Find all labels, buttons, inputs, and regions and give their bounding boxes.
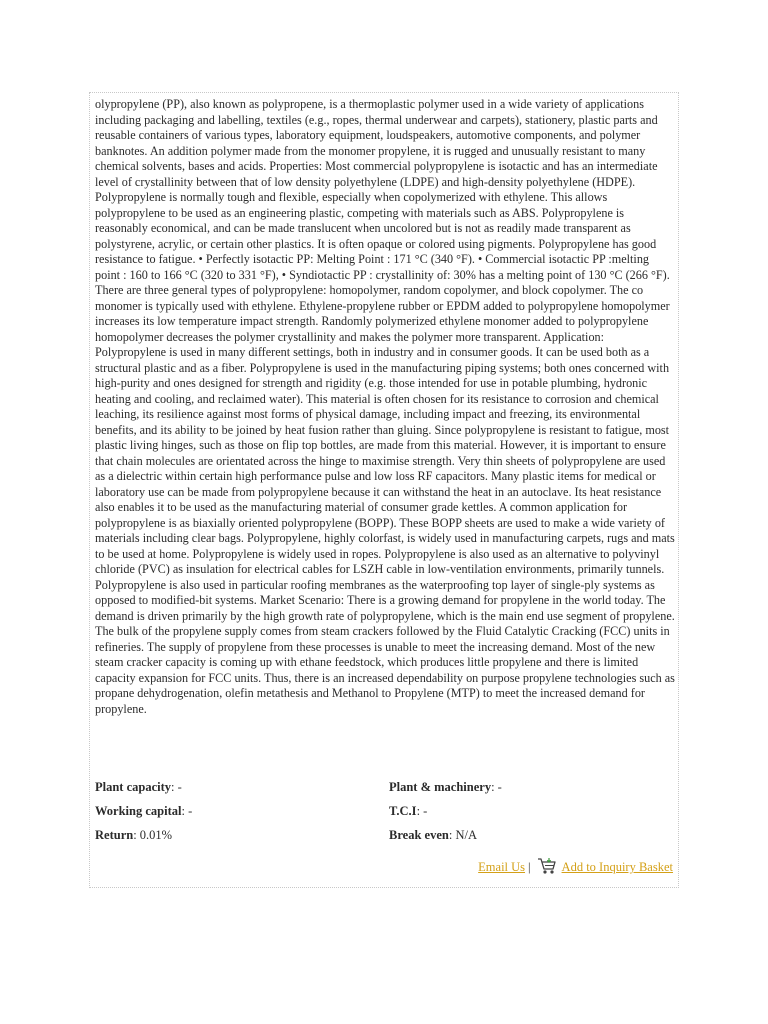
break-even-value: : N/A <box>448 828 477 842</box>
specs-row <box>95 780 675 804</box>
action-links <box>478 857 673 875</box>
article-body: olypropylene (PP), also known as polypropene, is a thermoplastic polymer used in a wide variety of applications including packaging and labelling, textiles (e.g., ropes, thermal underwear and carpets), stationery, plastic parts and reusable containers of various types, laboratory equipment, loudspeakers, automotive components, and polymer banknotes. An addition polymer made from the monomer propylene, it is rugged and unusually resistant to many chemical solvents, bases and acids. Properties: Most commercial polypropylene is isotactic and has an intermediate level of crystallinity between that of low density polyethylene (LDPE) and high-density polyethylene (HDPE). Polypropylene is normally tough and flexible, especially when copolymerized with ethylene. This allows polypropylene to be used as an engineering plastic, competing with materials such as ABS. Polypropylene is reasonably economical, and can be made translucent when uncolored but is not as readily made transparent as polystyrene, acrylic, or certain other plastics. It is often opaque or colored using pigments. Polypropylene has good resistance to fatigue. • Perfectly isotactic PP: Melting Point : 171 °C (340 °F). • Commercial isotactic PP :melting point : 160 to 166 °C (320 to 331 °F), • Syndiotactic PP : crystallinity of: 30% has a melting point of 130 °C (266 °F). There are three general types of polypropylene: homopolymer, random copolymer, and block copolymer. The co monomer is typically used with ethylene. Ethylene-propylene rubber or EPDM added to polypropylene homopolymer increases its low temperature impact strength. Randomly polymerized ethylene monomer added to polypropylene homopolymer decreases the polymer crystallinity and makes the polymer more transparent. Application: Polypropylene is used in many different settings, both in industry and in consumer goods. It can be used both as a structural plastic and as a fiber. Polypropylene is used in the manufacturing piping systems; both ones concerned with high-purity and ones designed for strength and rigidity (e.g. those intended for use in potable plumbing, hydronic heating and cooling, and reclaimed water). This material is often chosen for its resistance to corrosion and chemical leaching, its resilience against most forms of physical damage, including impact and freezing, its environmental benefits, and its ability to be joined by heat fusion rather than gluing. Since polypropylene is resistant to fatigue, most plastic living hinges, such as those on flip top bottles, are made from this material. However, it is important to ensure that chain molecules are orientated across the hinge to maximise strength. Very thin sheets of polypropylene are used as a dielectric within certain high performance pulse and low loss RF capacitors. Many plastic items for medical or laboratory use can be made from polypropylene because it can withstand the heat in an autoclave. Its heat resistance also enables it to be used as the manufacturing material of consumer grade kettles. A common application for polypropylene is as biaxially oriented polypropylene (BOPP). These BOPP sheets are used to make a wide variety of materials including clear bags. Polypropylene, highly colorfast, is widely used in manufacturing carpets, rugs and mats to be used at home. Polypropylene is widely used in ropes. Polypropylene is also used as an alternative to polyvinyl chloride (PVC) as insulation for electrical cables for LSZH cable in low-ventilation environments, primarily tunnels. Polypropylene is also used in particular roofing membranes as the waterproofing top layer of single-ply systems as opposed to modified-bit systems. Market Scenario: There is a growing demand for propylene in the world today. The demand is driven primarily by the high growth rate of polypropylene, which is the main end use segment of propylene. The bulk of the propylene supply comes from steam crackers followed by the Fluid Catalytic Cracking (FCC) units in refineries. The supply of propylene from these processes is unable to meet the increasing demand. Most of the new steam cracker capacity is coming up with ethane feedstock, which produces little propylene and there is limited capacity expansion for FCC units. Thus, there is an increased dependability on purpose propylene technologies such as propane dehydrogenation, olefin metathesis and Methanol to Propylene (MTP) to meet the increased demand for propylene. <box>95 97 675 716</box>
working-capital-value: : - <box>181 804 193 818</box>
tci-value: : - <box>416 804 428 818</box>
specs-row <box>95 804 675 828</box>
plant-machinery-value: : - <box>491 780 502 794</box>
tci-label: T.C.I <box>389 804 417 818</box>
link-separator: | <box>528 860 531 874</box>
plant-capacity-label: Plant capacity <box>95 780 172 794</box>
break-even <box>389 828 477 843</box>
break-even-label: Break even <box>389 828 449 842</box>
working-capital <box>95 804 192 819</box>
plant-capacity <box>95 780 182 795</box>
plant-machinery-label: Plant & machinery <box>389 780 492 794</box>
return-value: : 0.01% <box>133 828 173 842</box>
return-label: Return <box>95 828 134 842</box>
email-us-link[interactable]: Email Us <box>478 860 526 874</box>
return <box>95 828 172 843</box>
tci <box>389 804 427 819</box>
add-to-inquiry-basket-link[interactable]: Add to Inquiry Basket <box>561 860 673 874</box>
specs-row <box>95 828 675 852</box>
specs-table <box>95 780 675 852</box>
working-capital-label: Working capital <box>95 804 182 818</box>
plant-machinery <box>389 780 502 795</box>
plant-capacity-value: : - <box>171 780 182 794</box>
shopping-cart-icon[interactable] <box>537 857 557 875</box>
